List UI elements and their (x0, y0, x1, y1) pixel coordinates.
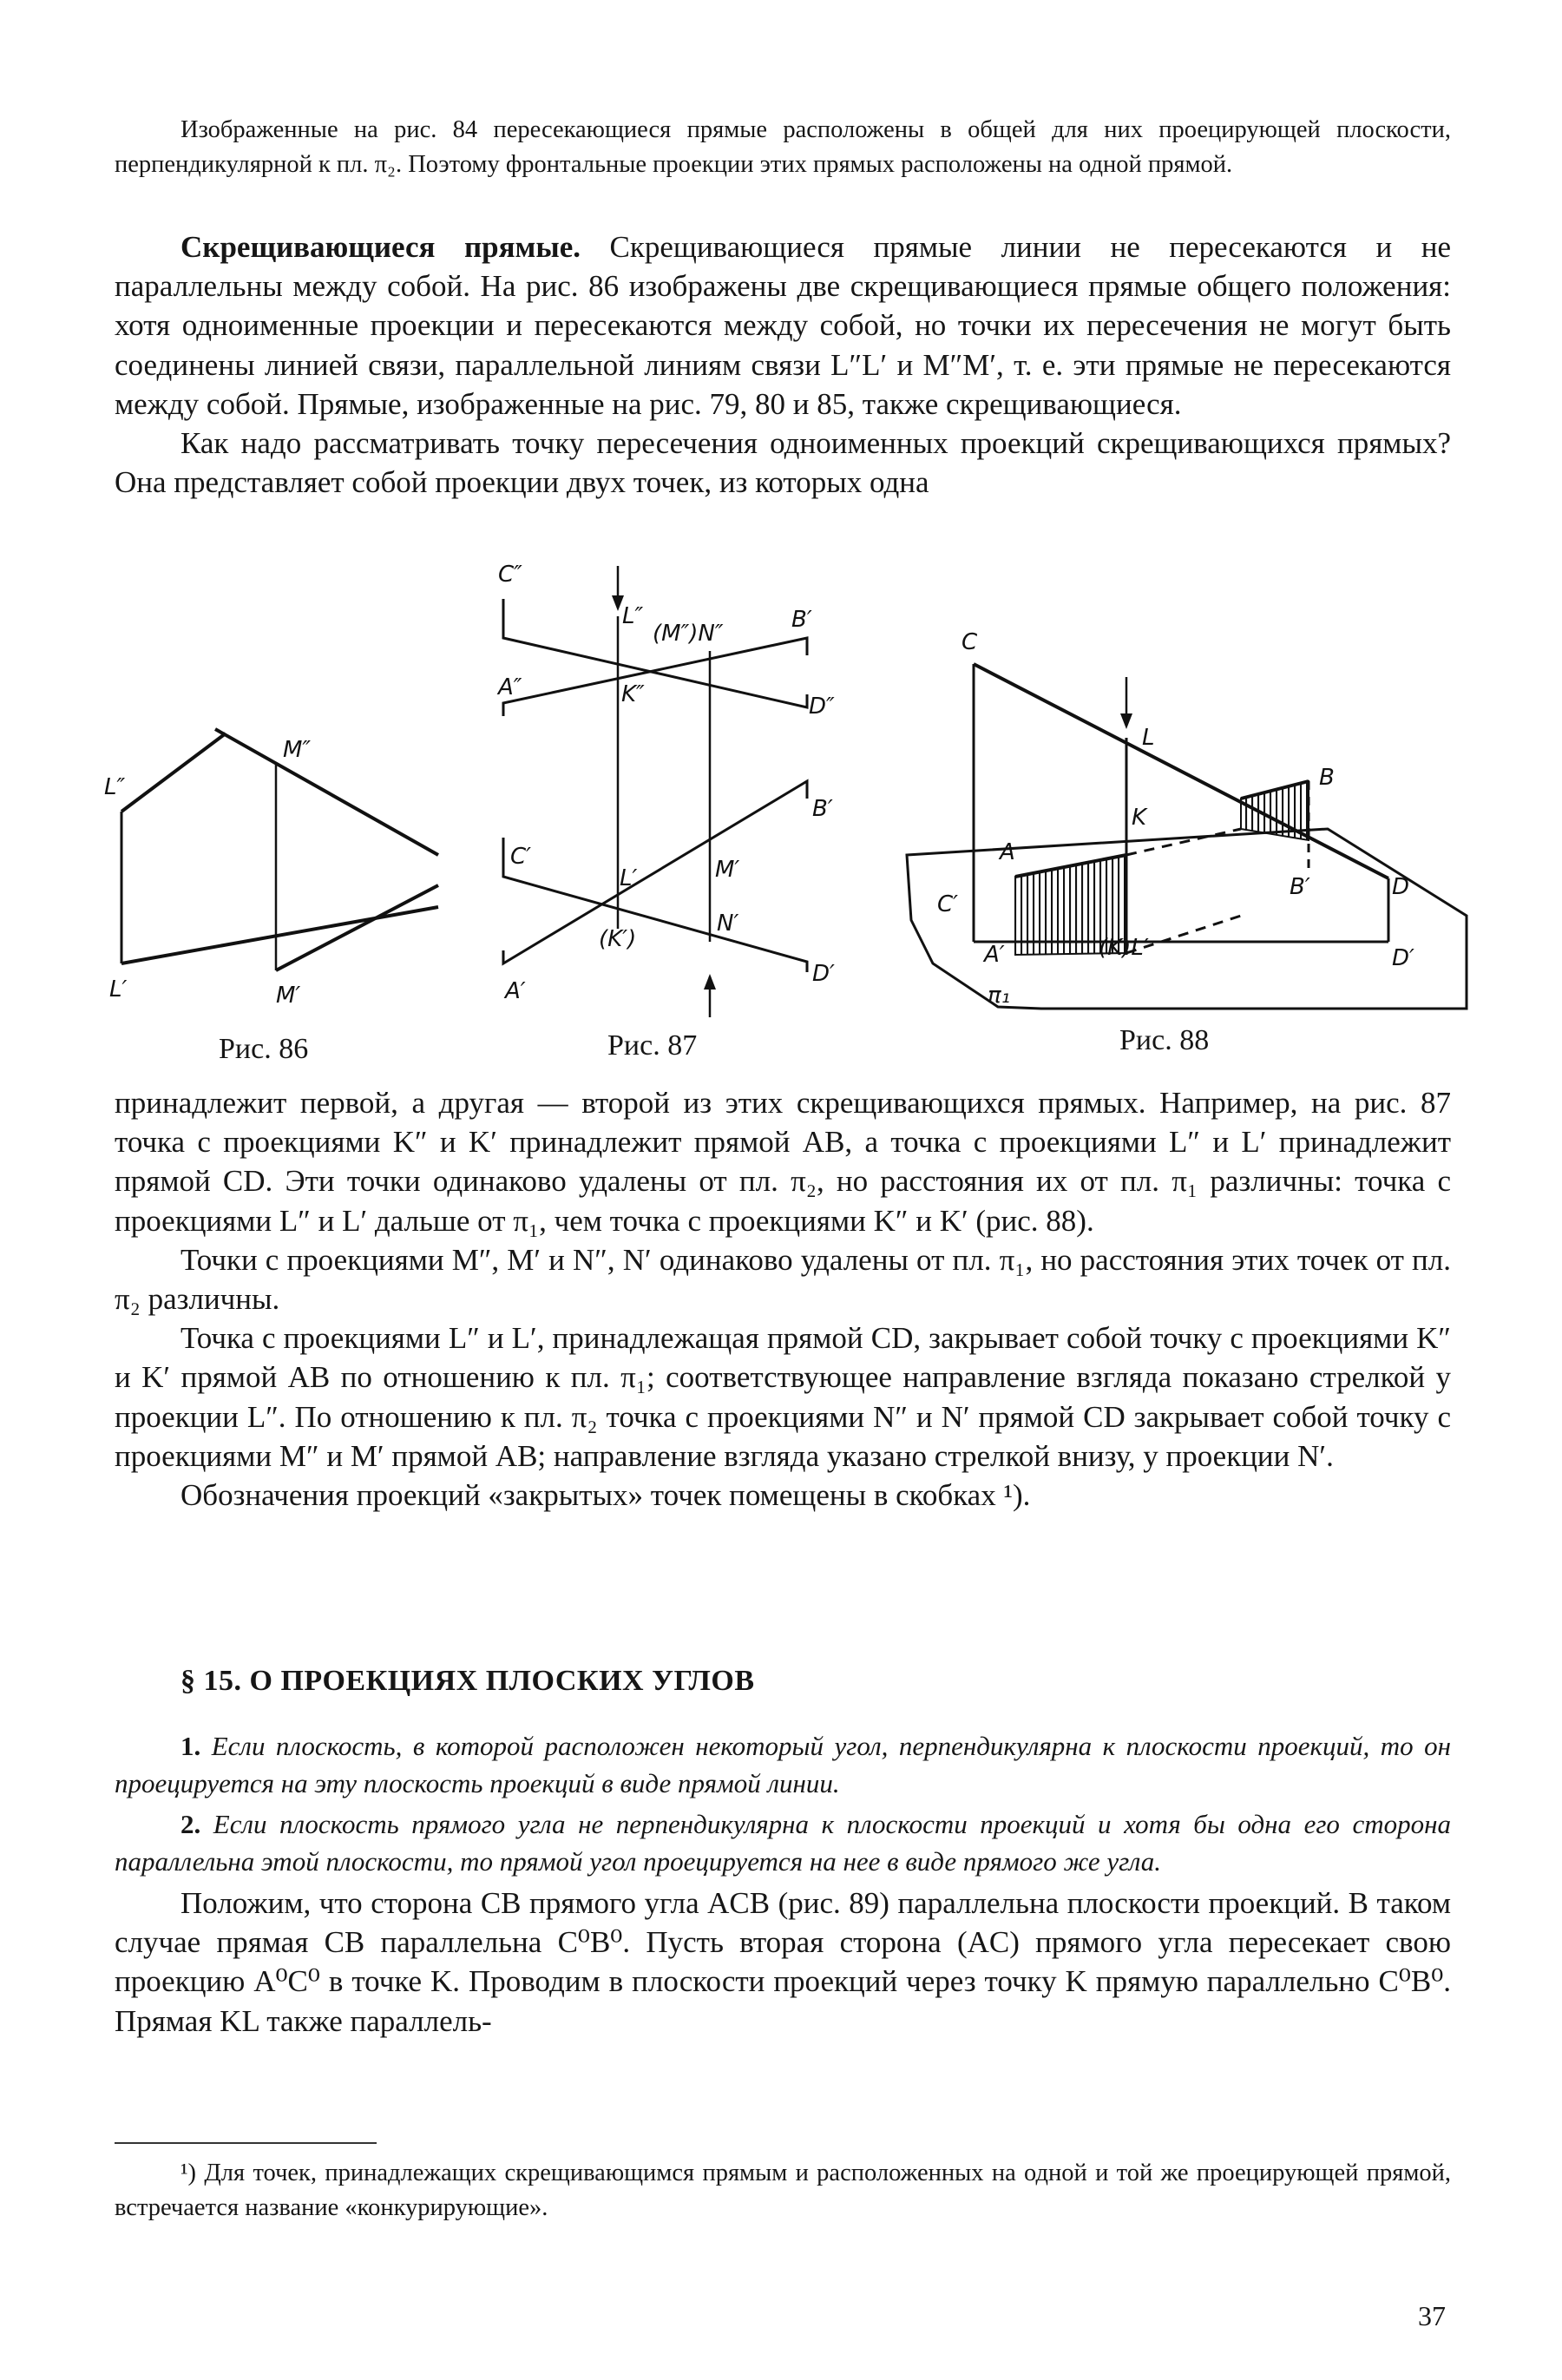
after-figures-section (115, 1083, 1451, 1515)
fig87-label-K1: (K′) (599, 926, 637, 952)
figure-88 (907, 629, 1467, 1009)
footnote-block (115, 2156, 1451, 2225)
fig86-line-L-top (121, 907, 438, 963)
rule-1-text: Если плоскость, в которой расположен некоторый угол, перпендикулярна к плоскости проекций, то он проецируется на эту плоскость проекций в виде прямой линии. (115, 1731, 1451, 1798)
page-number: 37 (1418, 2300, 1446, 2331)
section-15-rule-1 (115, 1727, 1451, 1802)
intro-text: Изображенные на рис. 84 пересекающиеся прямые расположены в общей для них проецирующей плоскости, перпендикулярной к пл. π₂. Поэтому фронтальные проекции этих прямых расположены на одной прямой. (115, 116, 1451, 178)
fig86-line-L-front (121, 733, 226, 812)
section-15-rule-2 (115, 1805, 1451, 1880)
fig86-caption: Рис. 86 (219, 1033, 309, 1065)
section-15-paragraph: Положим, что сторона CB прямого угла ACB (рис. 89) параллельна плоскости проекций. В таком случае прямая CB параллельна C⁰B⁰. Пусть вторая сторона (AC) прямого угла пересекает свою проекцию A⁰C⁰ в точке K. Проводим в плоскости проекций через точку K прямую параллельно C⁰B⁰. Прямая KL также параллель- (115, 1886, 1451, 2038)
fig86-label-L1: L′ (109, 976, 128, 1003)
skew-paragraph-1-text: Скрещивающиеся прямые линии не пересекаются и не параллельны между собой. На рис. 86 изображены две скрещивающиеся прямые общего положения: хотя одноименные проекции и пересекаются между собой, но точки их пересечения не могут быть соединены линией связи, параллельной линиям связи L″L′ и M″M′, т. е. эти прямые не пересекаются между собой. Прямые, изображенные на рис. 79, 80 и 85, также скрещивающиеся. (115, 230, 1451, 421)
fig87-line-CD-top (503, 838, 807, 972)
fig88-label-KL1: (K)L′ (1099, 935, 1149, 961)
fig87-caption: Рис. 87 (607, 1029, 698, 1062)
footnote-text: ¹) Для точек, принадлежащих скрещивающимся прямым и расположенных на одной и той же проецирующей прямой, встречается название «конкурирующие». (115, 2160, 1451, 2221)
fig87-label-L1: L′ (620, 865, 638, 891)
fig87-label-D2: D″ (809, 694, 835, 720)
skew-paragraph-2: Как надо рассматривать точку пересечения одноименных проекций скрещивающихся прямых? Она представляет собой проекции двух точек, из которых одна (115, 426, 1451, 500)
after-figures-paragraph-3: Точка с проекциями L″ и L′, принадлежащая прямой CD, закрывает собой точку с проекциями K″ и K′ прямой AB по отношению к пл. π₁; соответствующее направление взгляда показано стрелкой у проекции L″. По отношению к пл. π₂ точка с проекциями N″ и N′ прямой CD закрывает собой точку с проекциями M″ и M′ прямой AB; направление взгляда указано стрелкой внизу, у проекции N′. (115, 1321, 1451, 1473)
fig88-view-arrow-head (1120, 713, 1132, 729)
section-15-heading-block (115, 1665, 1451, 1698)
rule-2-number: 2. (180, 1809, 201, 1839)
fig87-label-MN2: (M″)N″ (653, 621, 724, 647)
fig86-line-M-front (215, 729, 438, 855)
rule-1-number: 1. (180, 1731, 201, 1761)
fig88-label-C: C (961, 629, 978, 655)
figure-86 (104, 729, 438, 1009)
fig88-label-D: D (1392, 874, 1410, 900)
after-figures-paragraph-1: принадлежит первой, а другая — второй из этих скрещивающихся прямых. Например, на рис. 87 точка с проекциями K″ и K′ принадлежит прямой AB, а точка с проекциями L″ и L′ принадлежит прямой CD. Эти точки одинаково удалены от пл. π₂, но расстояния их от пл. π₁ различны: точка с проекциями L″ и L′ дальше от π₁, чем точка с проекциями K″ и K′ (рис. 88). (115, 1086, 1451, 1238)
fig88-label-A1: A′ (984, 942, 1005, 968)
fig87-label-N1: N′ (717, 911, 739, 937)
fig87-view-arrow-bottom-head (704, 974, 716, 989)
fig88-label-A: A (1000, 839, 1015, 865)
footnote-rule (115, 2142, 377, 2144)
fig87-label-L2: L″ (622, 603, 644, 629)
fig88-label-K: K (1132, 805, 1147, 831)
fig88-line-AB-hidden (1126, 829, 1241, 855)
fig87-label-A1: A′ (505, 978, 526, 1004)
fig86-label-L2: L″ (104, 774, 126, 800)
fig88-label-pi1: π₁ (988, 983, 1011, 1009)
fig86-label-M2: M″ (283, 737, 312, 763)
fig87-label-A2: A″ (498, 674, 522, 700)
fig88-label-C1: C′ (937, 891, 959, 917)
fig86-label-M1: M′ (276, 983, 301, 1009)
fig87-line-AB-top (503, 781, 807, 963)
fig88-label-B: B (1319, 765, 1335, 791)
fig87-label-C1: C′ (510, 844, 532, 870)
rule-2-text: Если плоскость прямого угла не перпендикулярна к плоскости проекций и хотя бы одна его сторона параллельна этой плоскости, то прямой угол проецируется на нее в виде прямого же угла. (115, 1809, 1451, 1877)
after-figures-paragraph-2: Точки с проекциями M″, M′ и N″, N′ одинаково удалены от пл. π₁, но расстояния этих точек от пл. π₂ различны. (115, 1242, 1451, 1317)
after-figures-paragraph-4: Обозначения проекций «закрытых» точек помещены в скобках ¹). (180, 1478, 1031, 1513)
fig88-plane-pi1 (907, 829, 1467, 1009)
fig86-line-M-top (276, 885, 438, 970)
fig88-caption: Рис. 88 (1119, 1024, 1210, 1056)
skew-runin-heading: Скрещивающиеся прямые. (180, 230, 581, 264)
fig87-line-CD-front (503, 599, 807, 707)
figure-87 (496, 562, 835, 1017)
fig87-label-B-front: B′ (791, 607, 812, 633)
fig88-label-D1: D′ (1392, 945, 1414, 971)
fig87-label-K2: K″ (621, 681, 645, 707)
section-15-heading: § 15. О ПРОЕКЦИЯХ ПЛОСКИХ УГЛОВ (180, 1665, 755, 1697)
section-15-body (115, 1727, 1451, 2041)
fig87-label-C2: C″ (498, 562, 522, 588)
fig88-label-L: L (1142, 725, 1155, 751)
fig87-label-M1: M′ (715, 857, 740, 883)
fig88-label-B1: B′ (1290, 874, 1310, 900)
fig87-label-D1: D′ (812, 961, 835, 987)
fig87-label-B1: B′ (812, 796, 833, 822)
